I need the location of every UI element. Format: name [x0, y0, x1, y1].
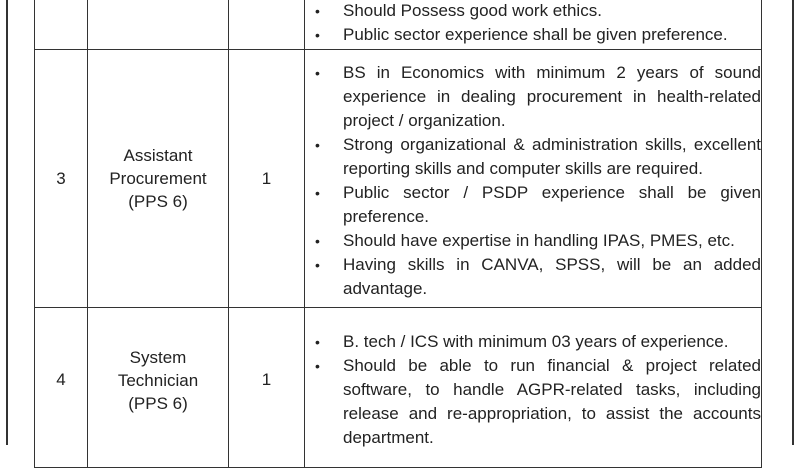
requirement-item: • Should have expertise in handling IPAS, PMES, etc.: [305, 229, 761, 253]
requirement-item: • Public sector experience shall be given preference.: [305, 23, 761, 47]
requirement-item: • Strong organizational & administration skills, excellent reporting skills and computer skills are required.: [315, 134, 761, 178]
bullet-icon: •: [315, 357, 320, 374]
requirements-cell: [305, 0, 762, 50]
serial-number-cell: 4: [35, 308, 88, 468]
requirement-item: • Public sector / PSDP experience shall be given preference.: [315, 182, 761, 226]
post-title-line: Procurement: [109, 169, 207, 188]
requirement-item: • Should be able to run financial & project related software, to handle AGPR-related tasks, including release and re-appropriation, to assist the accounts department.: [315, 355, 761, 447]
bullet-icon: •: [315, 232, 320, 249]
requirements-list: [305, 61, 761, 301]
requirement-item: • Having skills in CANVA, SPSS, will be an added advantage.: [315, 254, 761, 298]
quantity-cell: 1: [229, 308, 305, 468]
job-positions-table: [34, 0, 762, 468]
post-title-cell: [88, 308, 229, 468]
requirements-list: [305, 0, 761, 47]
table-row: [35, 0, 762, 50]
table-row: [35, 50, 762, 308]
post-title-line: System: [129, 348, 187, 367]
quantity-cell: [229, 0, 305, 50]
post-scale: (PPS 6): [128, 192, 188, 211]
bullet-icon: •: [315, 184, 320, 201]
bullet-icon: •: [315, 27, 320, 43]
requirement-item: • B. tech / ICS with minimum 03 years of experience.: [305, 330, 761, 354]
bullet-icon: •: [315, 3, 320, 19]
table-row: [35, 308, 762, 468]
requirement-item: • BS in Economics with minimum 2 years of sound experience in dealing procurement in health-related project / organization.: [315, 62, 761, 130]
post-scale: (PPS 6): [128, 394, 188, 413]
serial-number-cell: [35, 0, 88, 50]
bullet-icon: •: [315, 333, 320, 350]
requirements-list: [305, 330, 761, 450]
bullet-icon: •: [315, 256, 320, 273]
bullet-icon: •: [315, 136, 320, 153]
page-border-left: [6, 0, 8, 445]
serial-number-cell: 3: [35, 50, 88, 308]
page-border-right: [792, 0, 794, 445]
requirement-item: • Should Possess good work ethics.: [305, 0, 761, 23]
post-title-cell: [88, 0, 229, 50]
requirements-cell: [305, 308, 762, 468]
post-title-line: Technician: [117, 371, 199, 390]
bullet-icon: •: [315, 64, 320, 81]
post-title-line: Assistant: [123, 146, 193, 165]
requirements-cell: [305, 50, 762, 308]
quantity-cell: 1: [229, 50, 305, 308]
post-title-cell: [88, 50, 229, 308]
